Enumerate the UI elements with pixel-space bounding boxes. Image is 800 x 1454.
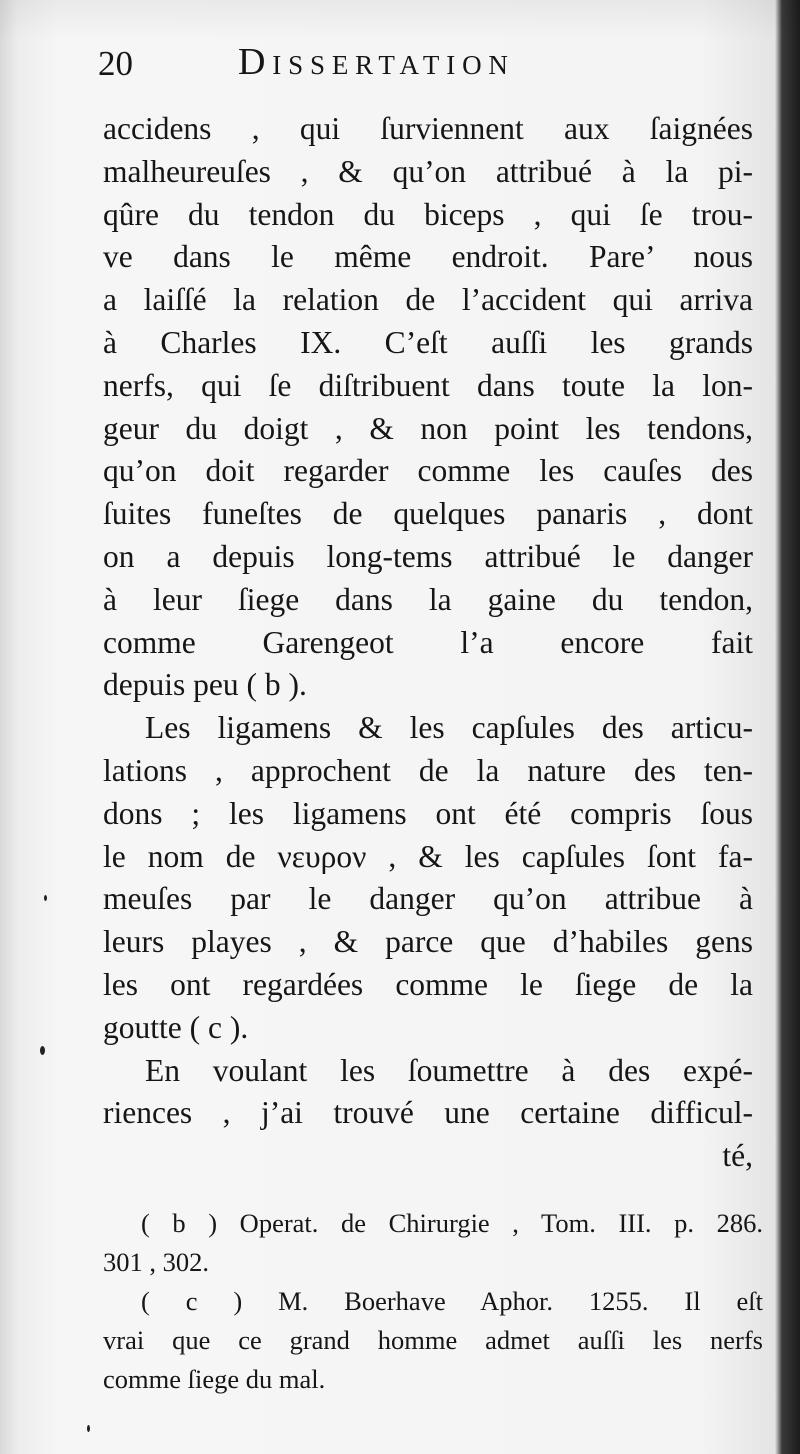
- page-number: 20: [98, 44, 133, 83]
- ink-speck: [40, 1046, 45, 1055]
- text-line: ve dans le même endroit. Pare’ nous: [103, 239, 753, 275]
- text-line: En voulant les ſoumettre à des expé-: [145, 1052, 753, 1088]
- page-header: [98, 38, 758, 98]
- paragraph-3: [103, 1050, 753, 1178]
- text-line: meuſes par le danger qu’on attribue à: [103, 881, 753, 917]
- paragraph-2: [103, 707, 753, 1049]
- text-line: ſuites funeſtes de quelques panaris , dont: [103, 496, 753, 532]
- footnote-line: comme ſiege du mal.: [103, 1364, 326, 1394]
- text-line: accidens , qui ſurviennent aux ſaignées: [103, 111, 753, 146]
- text-line: té,: [722, 1138, 753, 1174]
- body-text: [103, 108, 753, 1178]
- text-line: les ont regardées comme le ſiege de la: [103, 966, 753, 1002]
- text-line: nerfs, qui ſe diſtribuent dans toute la lon-: [103, 367, 753, 403]
- footnote-line: ( c ) M. Boerhave Aphor. 1255. Il eſt: [141, 1286, 763, 1316]
- text-line: lations , approchent de la nature des ten-: [103, 752, 753, 788]
- text-line: geur du doigt , & non point les tendons,: [103, 410, 753, 446]
- text-line: depuis peu ( b ).: [103, 667, 307, 703]
- text-line: dons ; les ligamens ont été compris ſous: [103, 795, 753, 831]
- text-line: a laiſſé la relation de l’accident qui arriva: [103, 282, 753, 318]
- text-line: comme Garengeot l’a encore fait: [103, 624, 753, 660]
- footnote-line: 301 , 302.: [103, 1247, 209, 1277]
- text-line: leurs playes , & parce que d’habiles gens: [103, 924, 753, 960]
- ink-speck: [87, 1425, 90, 1432]
- text-line: riences , j’ai trouvé une certaine difficul-: [103, 1095, 753, 1131]
- text-line: à Charles IX. C’eſt auſſi les grands: [103, 324, 753, 360]
- text-line: malheureuſes , & qu’on attribué à la pi-: [103, 153, 753, 189]
- text-line: on a depuis long-tems attribué le danger: [103, 538, 753, 574]
- text-line: à leur ſiege dans la gaine du tendon,: [103, 581, 753, 617]
- paragraph-1: [103, 108, 753, 707]
- ink-speck: [44, 895, 47, 901]
- page-shading: [0, 0, 800, 40]
- footnotes: [103, 1204, 763, 1399]
- footnote-line: vrai que ce grand homme admet auſſi les nerfs: [103, 1325, 763, 1355]
- footnote-c: [103, 1282, 763, 1399]
- text-line: goutte ( c ).: [103, 1009, 249, 1045]
- running-head: Dissertation: [238, 41, 515, 83]
- text-line: le nom de νευρον , & les capſules ſont fa-: [103, 838, 753, 874]
- text-line: Les ligamens & les capſules des articu-: [145, 710, 753, 746]
- footnote-b: [103, 1204, 763, 1282]
- footnote-line: ( b ) Operat. de Chirurgie , Tom. III. p. 286.: [141, 1208, 763, 1238]
- text-line: qu’on doit regarder comme les cauſes des: [103, 453, 753, 489]
- text-line: qûre du tendon du biceps , qui ſe trou-: [103, 196, 753, 232]
